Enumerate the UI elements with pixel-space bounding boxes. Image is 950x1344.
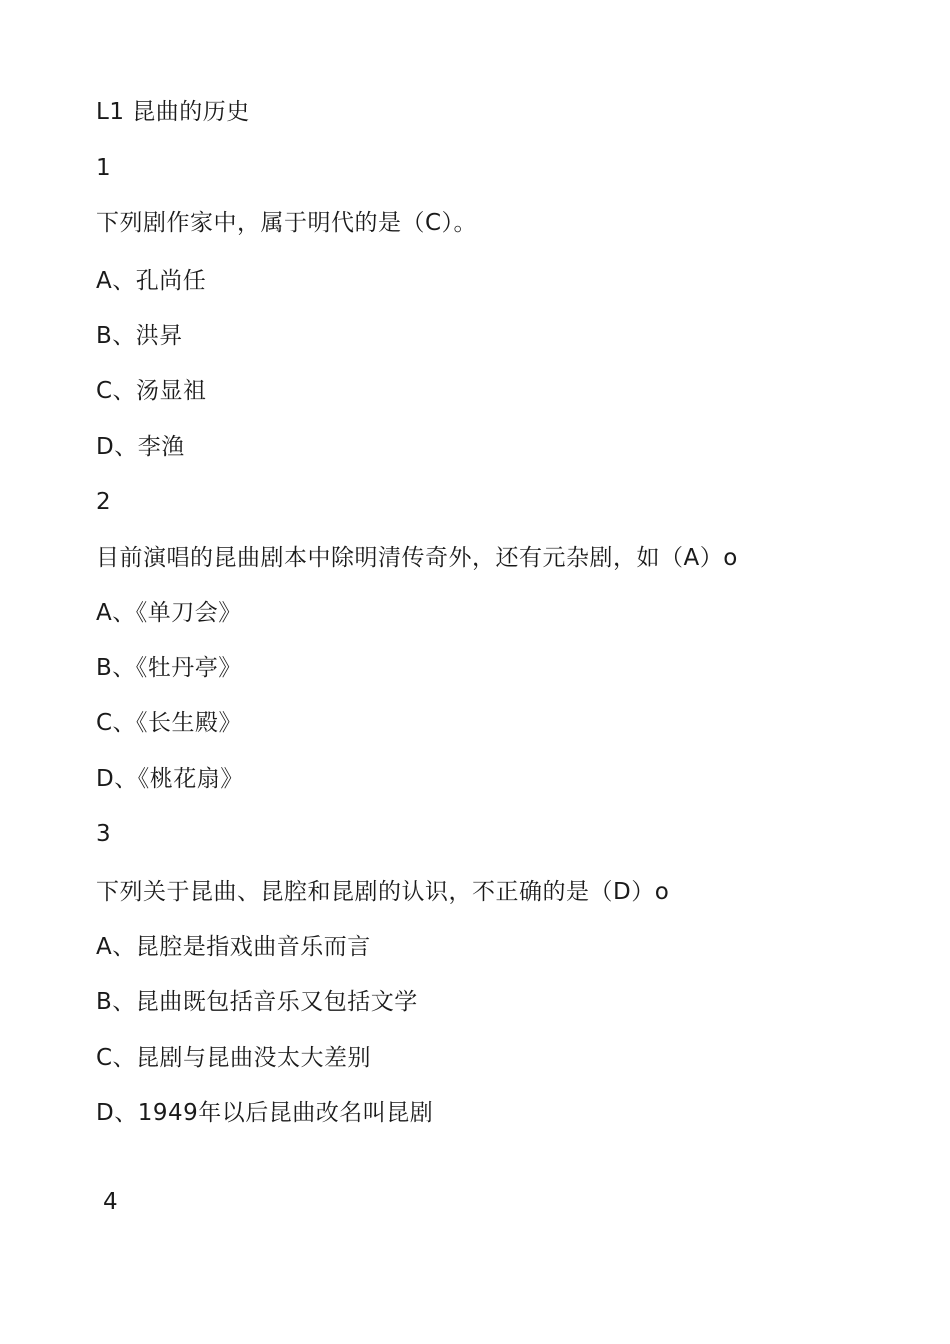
option-d: D、1949年以后昆曲改名叫昆剧	[96, 1100, 434, 1126]
option-b: B、《牡丹亭》	[96, 655, 242, 681]
option-d: D、李渔	[96, 434, 185, 460]
option-c: C、《长生殿》	[96, 710, 243, 736]
question-number: 1	[96, 155, 112, 181]
question-number: 2	[96, 489, 112, 515]
option-a: A、孔尚任	[96, 268, 207, 294]
option-c: C、昆剧与昆曲没太大差别	[96, 1045, 372, 1071]
option-a: A、《单刀会》	[96, 600, 242, 626]
question-number: 3	[96, 821, 112, 847]
option-b: B、昆曲既包括音乐又包括文学	[96, 989, 418, 1015]
section-title: L1 昆曲的历史	[96, 99, 250, 125]
option-c: C、汤显祖	[96, 378, 207, 404]
option-a: A、昆腔是指戏曲音乐而言	[96, 934, 371, 960]
question-stem: 下列关于昆曲、昆腔和昆剧的认识，不正确的是（D）o	[96, 879, 670, 905]
option-d: D、《桃花扇》	[96, 766, 244, 792]
question-stem: 下列剧作家中，属于明代的是（C）。	[96, 210, 478, 236]
question-stem: 目前演唱的昆曲剧本中除明清传奇外，还有元杂剧，如（A）o	[96, 545, 738, 571]
question-number: 4	[103, 1189, 119, 1215]
option-b: B、洪昇	[96, 323, 183, 349]
